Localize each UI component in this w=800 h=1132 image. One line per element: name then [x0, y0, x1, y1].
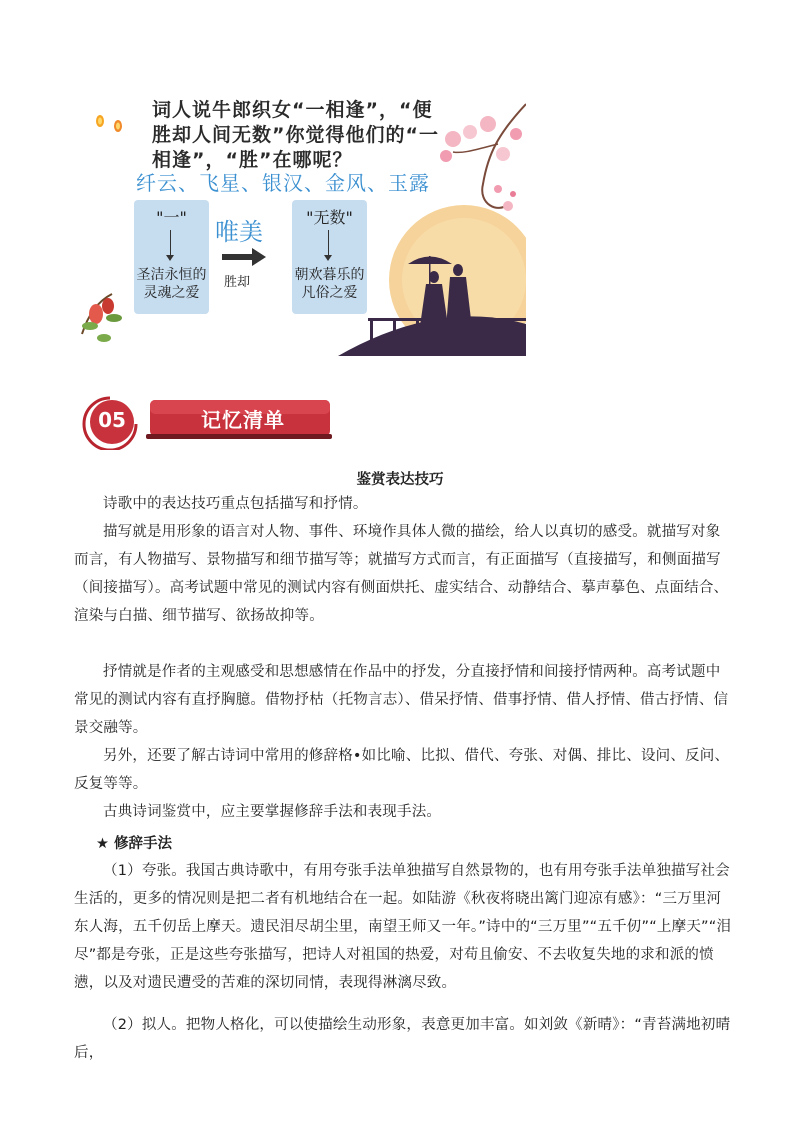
paragraph: 描写就是用形象的语言对人物、事件、环境作具体人微的描绘，给人以真切的感受。就描写对象而言，有人物描写、景物描写和细节描写等；就描写方式而言，有正面描写（直接描写，和侧面描写（间接描写）。高考试题中常见的测试内容有侧面烘托、虚实结合、动静结合、摹声摹色、点面结合、渲染与白描、细节描写、欲扬故抑等。 — [74, 524, 729, 624]
section-heading-rhetoric: ★ 修辞手法 — [96, 836, 173, 852]
right-box-heading: "无数" — [306, 208, 353, 227]
right-arrow-icon — [222, 246, 268, 268]
left-box-heading: "一" — [156, 208, 187, 227]
down-arrow-icon — [328, 230, 329, 258]
paragraph: 诗歌中的表达技巧重点包括描写和抒情。 — [103, 496, 368, 512]
paragraph: 古典诗词鉴赏中，应主要掌握修辞手法和表现手法。 — [103, 804, 442, 820]
left-concept-box — [134, 200, 209, 314]
paragraph: 另外，还要了解古诗词中常用的修辞格•如比喻、比拟、借代、夸张、对偶、排比、设问、反问、反复等等。 — [74, 748, 730, 792]
lantern-icon — [96, 115, 122, 132]
paragraph: （1）夸张。我国古典诗歌中，有用夸张手法单独描写自然景物的，也有用夸张手法单独描写社会生活的，更多的情况则是把二者有机地结合在一起。如陆游《秋夜将晓出篱门迎凉有感》：“三万里河东人海，五千仞岳上摩天。遗民泪尽胡尘里，南望王师又一年。”诗中的“三万里”“五千仞”“上摩天”“泪尽”都是夸张，正是这些夸张描写，把诗人对祖国的热爱，对苟且偷安、不去收复失地的求和派的愤懑，以及对遗民遭受的苦难的深切同情，表现得淋漓尽致。 — [74, 863, 732, 991]
arrow-label: 胜却 — [224, 275, 251, 290]
pomegranate-branch-icon — [82, 294, 122, 342]
center-word: 唯美 — [215, 218, 263, 246]
section-label: 记忆清单 — [201, 408, 285, 432]
right-box-text: 朝欢暮乐的 凡俗之爱 — [294, 267, 365, 301]
question-line: 相逢”，“胜”在哪呢？ — [152, 149, 353, 171]
down-arrow-icon — [170, 230, 171, 258]
imagery-terms: 纤云、飞星、银汉、金风、玉露 — [136, 171, 430, 195]
blossom-branch-icon — [440, 104, 526, 211]
right-concept-box — [292, 200, 367, 314]
illustration-question — [152, 98, 439, 173]
question-line: 词人说牛郎织女“一相逢”，“便 — [152, 99, 433, 121]
paragraph: （2）拟人。把物人格化，可以使描绘生动形象，表意更加丰富。如刘敛《新晴》：“青苔满地初晴后， — [74, 1017, 731, 1061]
left-box-text: 圣洁永恒的 灵魂之爱 — [136, 267, 207, 301]
section-banner — [82, 394, 332, 450]
section-number: 05 — [98, 408, 126, 432]
article-title: 鉴赏表达技巧 — [356, 472, 444, 488]
paragraph: 抒情就是作者的主观感受和思想感情在作品中的抒发，分直接抒情和间接抒情两种。高考试题中常见的测试内容有直抒胸臆。借物抒枯（托物言志）、借呆抒情、借事抒情、借人抒情、借古抒情、信景交融等。 — [74, 664, 729, 736]
illustration-panel — [78, 94, 526, 356]
question-line: 胜却人间无数”你觉得他们的“一 — [152, 124, 439, 146]
